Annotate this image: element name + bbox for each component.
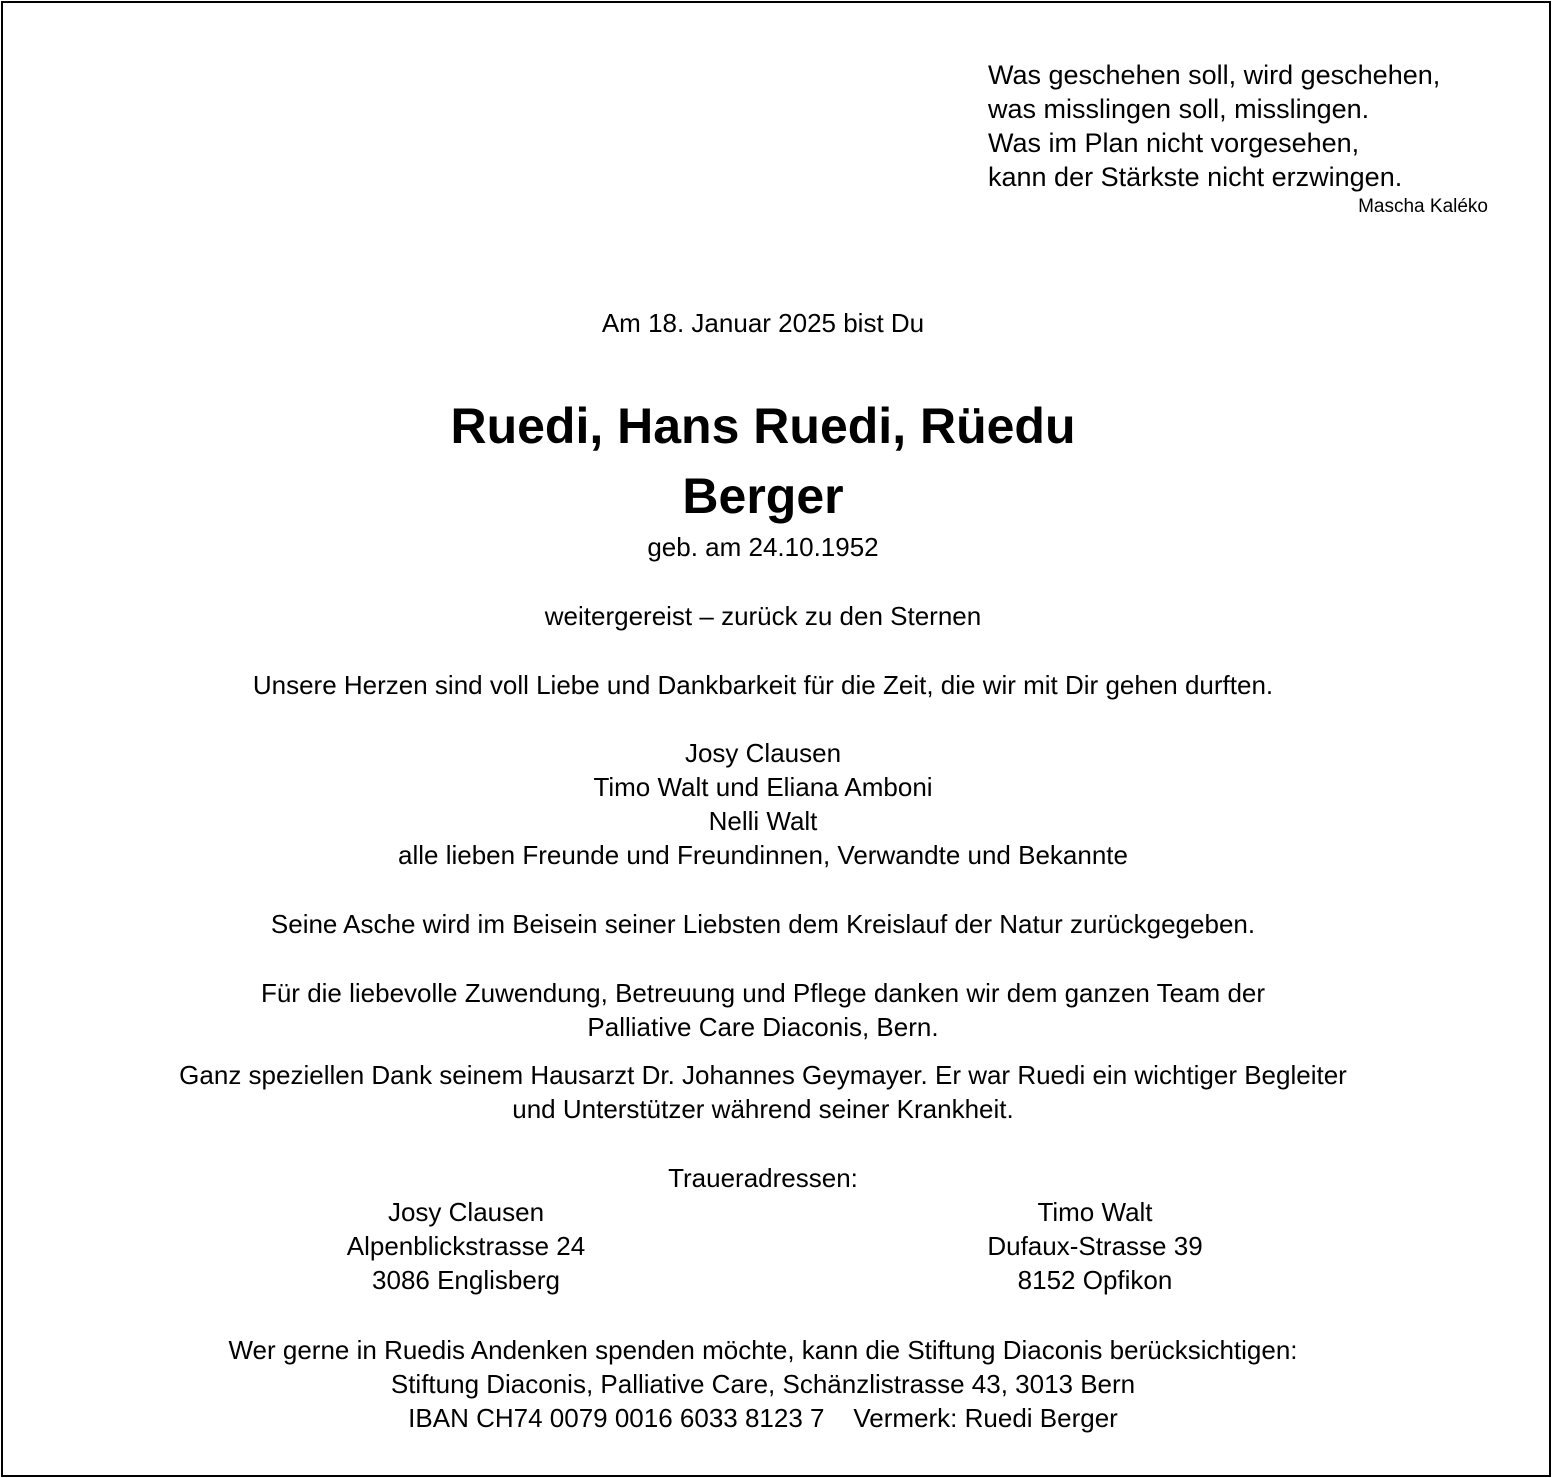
poem: [988, 58, 1440, 194]
address-line: Josy Clausen: [387, 1197, 545, 1227]
mourner-line: alle lieben Freunde und Freundinnen, Verwandte und Bekannte: [398, 840, 1128, 870]
addresses-heading: Traueradressen:: [668, 1163, 858, 1193]
thanks-care-line: Palliative Care Diaconis, Bern.: [587, 1012, 939, 1042]
ashes-text: Seine Asche wird im Beisein seiner Liebsten dem Kreislauf der Natur zurückgegeben.: [270, 909, 1256, 939]
mourner-line: Josy Clausen: [684, 738, 842, 768]
address-line: 8152 Opfikon: [1017, 1265, 1173, 1295]
intro-text: Am 18. Januar 2025 bist Du: [601, 308, 925, 338]
poem-author: Mascha Kaléko: [1358, 196, 1488, 217]
poem-line: Was geschehen soll, wird geschehen,: [988, 60, 1441, 90]
poem-line: kann der Stärkste nicht erzwingen.: [988, 162, 1403, 192]
mourner-line: Nelli Walt: [708, 806, 818, 836]
birth-date: geb. am 24.10.1952: [647, 532, 879, 562]
address-line: Timo Walt: [1037, 1197, 1153, 1227]
gratitude-text: Unsere Herzen sind voll Liebe und Dankbarkeit für die Zeit, die wir mit Dir gehen durften.: [252, 670, 1274, 700]
poem-line: Was im Plan nicht vorgesehen,: [988, 128, 1360, 158]
address-line: 3086 Englisberg: [372, 1265, 560, 1295]
donation-line: Stiftung Diaconis, Palliative Care, Schänzlistrasse 43, 3013 Bern: [390, 1369, 1136, 1399]
thanks-doctor-line: und Unterstützer während seiner Krankheit.: [512, 1094, 1014, 1124]
thanks-doctor-line: Ganz speziellen Dank seinem Hausarzt Dr. Johannes Geymayer. Er war Ruedi ein wichtiger Begleiter: [179, 1060, 1347, 1090]
subtitle: weitergereist – zurück zu den Sternen: [544, 601, 982, 631]
deceased-surname: Berger: [682, 468, 844, 524]
address-right: [845, 1195, 1345, 1297]
deceased-name: Ruedi, Hans Ruedi, Rüedu: [450, 398, 1076, 454]
address-line: Alpenblickstrasse 24: [346, 1231, 586, 1261]
mourner-line: Timo Walt und Eliana Amboni: [593, 772, 933, 802]
address-line: Dufaux-Strasse 39: [987, 1231, 1203, 1261]
poem-line: was misslingen soll, misslingen.: [988, 94, 1370, 124]
donation-line: Wer gerne in Ruedis Andenken spenden möchte, kann die Stiftung Diaconis berücksichtigen:: [228, 1335, 1298, 1365]
address-left: [216, 1195, 716, 1297]
thanks-care-line: Für die liebevolle Zuwendung, Betreuung und Pflege danken wir dem ganzen Team der: [260, 978, 1266, 1008]
donation-iban: IBAN CH74 0079 0016 6033 8123 7 Vermerk: Ruedi Berger: [408, 1403, 1118, 1433]
